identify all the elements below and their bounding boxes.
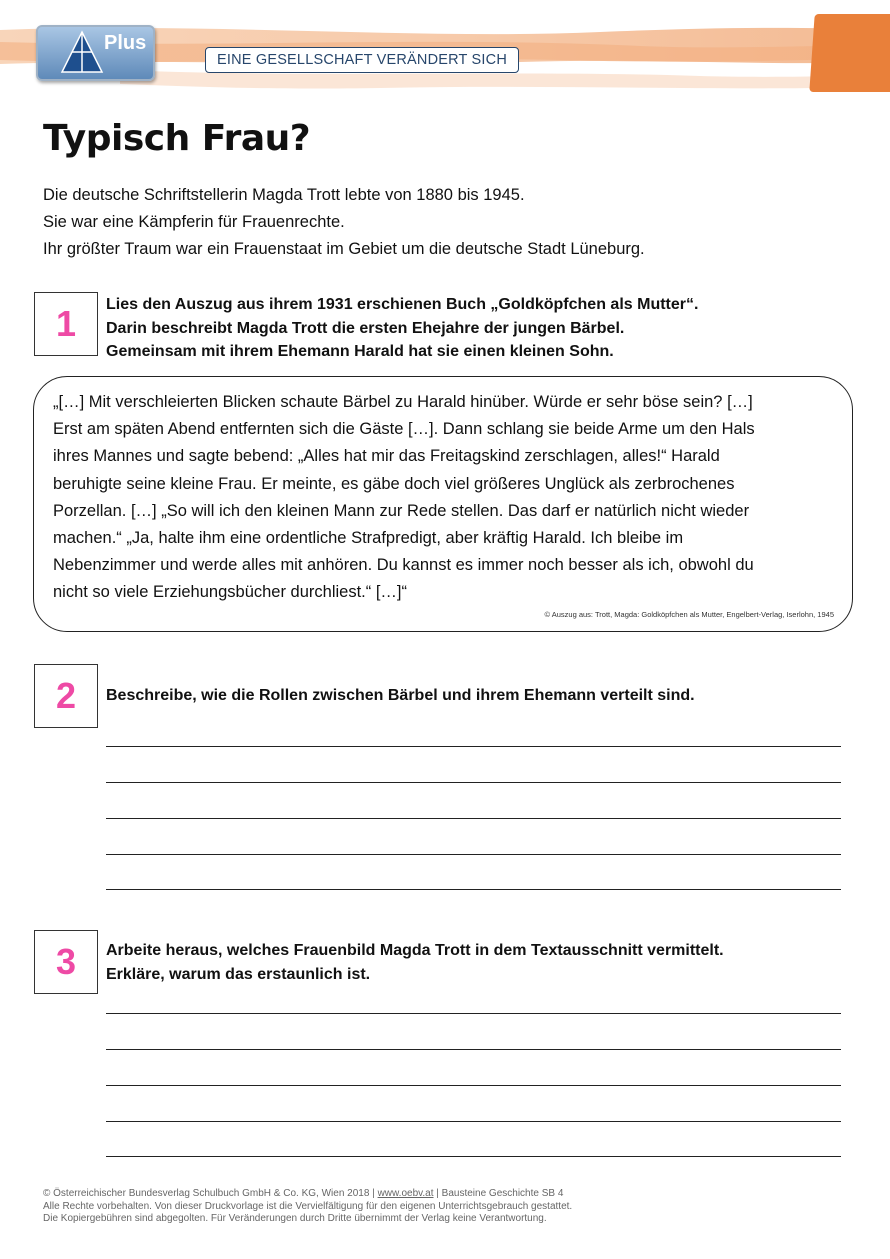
answer-line[interactable] bbox=[106, 746, 841, 747]
publisher-logo bbox=[36, 25, 155, 81]
task-2-instructions bbox=[106, 684, 695, 708]
answer-line[interactable] bbox=[106, 1049, 841, 1050]
task-line: Erkläre, warum das erstaunlich ist. bbox=[106, 965, 371, 983]
task-number-1: 1 bbox=[34, 292, 98, 356]
answer-line[interactable] bbox=[106, 1121, 841, 1122]
quote-line: Porzellan. […] „So will ich den kleinen Mann zur Rede stellen. Das darf er natürlich nicht wieder bbox=[53, 501, 750, 520]
answer-line[interactable] bbox=[106, 1156, 841, 1157]
quote-line: Erst am späten Abend entfernten sich die Gäste […]. Dann schlang sie beide Arme um den Hals bbox=[53, 420, 755, 439]
publisher-link[interactable]: www.oebv.at bbox=[377, 1188, 434, 1199]
task-3-instructions bbox=[106, 939, 724, 986]
task-1-instructions bbox=[106, 293, 698, 364]
answer-line[interactable] bbox=[106, 1085, 841, 1086]
footer-copyright-text: © Österreichischer Bundesverlag Schulbuch GmbH & Co. KG, Wien 2018 | bbox=[43, 1188, 378, 1199]
answer-line[interactable] bbox=[106, 782, 841, 783]
intro-line: Die deutsche Schriftstellerin Magda Trott lebte von 1880 bis 1945. bbox=[43, 186, 525, 204]
task-number-3: 3 bbox=[34, 930, 98, 994]
intro-line: Sie war eine Kämpferin für Frauenrechte. bbox=[43, 213, 345, 231]
footer bbox=[43, 1188, 572, 1226]
answer-line[interactable] bbox=[106, 818, 841, 819]
footer-book-title: | Bausteine Geschichte SB 4 bbox=[433, 1188, 564, 1199]
quote-line: machen.“ „Ja, halte ihm eine ordentliche Strafpredigt, aber kräftig Harald. Ich bleibe im bbox=[53, 529, 684, 548]
quote-box bbox=[33, 376, 853, 632]
header-corner-tab bbox=[809, 14, 890, 92]
quote-line: beruhigte seine kleine Frau. Er meinte, es gäbe doch viel größeres Unglück als zerbrochenes bbox=[53, 474, 735, 493]
quote-line: „[…] Mit verschleierten Blicken schaute Bärbel zu Harald hinüber. Würde er sehr böse sein? […] bbox=[53, 393, 753, 411]
quote-line: Nebenzimmer und werde alles mit anhören. Du kannst es immer noch besser als ich, obwohl du bbox=[53, 556, 754, 575]
task-line: Beschreibe, wie die Rollen zwischen Bärbel und ihrem Ehemann verteilt sind. bbox=[106, 687, 695, 704]
task-number-2: 2 bbox=[34, 664, 98, 728]
quote-text bbox=[53, 389, 833, 607]
quote-citation: © Auszug aus: Trott, Magda: Goldköpfchen als Mutter, Engelbert-Verlag, Iserlohn, 1945 bbox=[544, 610, 834, 619]
intro-text bbox=[43, 182, 645, 263]
page-title: Typisch Frau? bbox=[43, 118, 311, 159]
task-line: Gemeinsam mit ihrem Ehemann Harald hat sie einen kleinen Sohn. bbox=[106, 343, 614, 360]
intro-line: Ihr größter Traum war ein Frauenstaat im Gebiet um die deutsche Stadt Lüneburg. bbox=[43, 240, 645, 258]
answer-line[interactable] bbox=[106, 1013, 841, 1014]
footer-copyright bbox=[43, 1188, 572, 1201]
footer-rights: Alle Rechte vorbehalten. Von dieser Druckvorlage ist die Vervielfältigung für den eigenen Unterrichtsgebrauch gestattet. bbox=[43, 1200, 573, 1212]
answer-line[interactable] bbox=[106, 854, 841, 855]
answer-line[interactable] bbox=[106, 889, 841, 890]
task-line: Arbeite heraus, welches Frauenbild Magda Trott in dem Textausschnitt vermittelt. bbox=[106, 942, 724, 959]
quote-line: ihres Mannes und sagte bebend: „Alles hat mir das Freitagskind zerschlagen, alles!“ Harald bbox=[53, 447, 720, 466]
quote-line: nicht so viele Erziehungsbücher durchliest.“ […]“ bbox=[53, 583, 407, 602]
task-line: Lies den Auszug aus ihrem 1931 erschienen Buch „Goldköpfchen als Mutter“. bbox=[106, 296, 699, 313]
series-title: EINE GESELLSCHAFT VERÄNDERT SICH bbox=[205, 47, 519, 73]
task-line: Darin beschreibt Magda Trott die ersten Ehejahre der jungen Bärbel. bbox=[106, 319, 625, 337]
footer-disclaimer: Die Kopiergebühren sind abgegolten. Für Veränderungen durch Dritte übernimmt der Verlag keine Verantwortung. bbox=[43, 1213, 547, 1224]
triangle-logo-icon bbox=[60, 30, 104, 74]
logo-text: Plus bbox=[104, 32, 147, 54]
